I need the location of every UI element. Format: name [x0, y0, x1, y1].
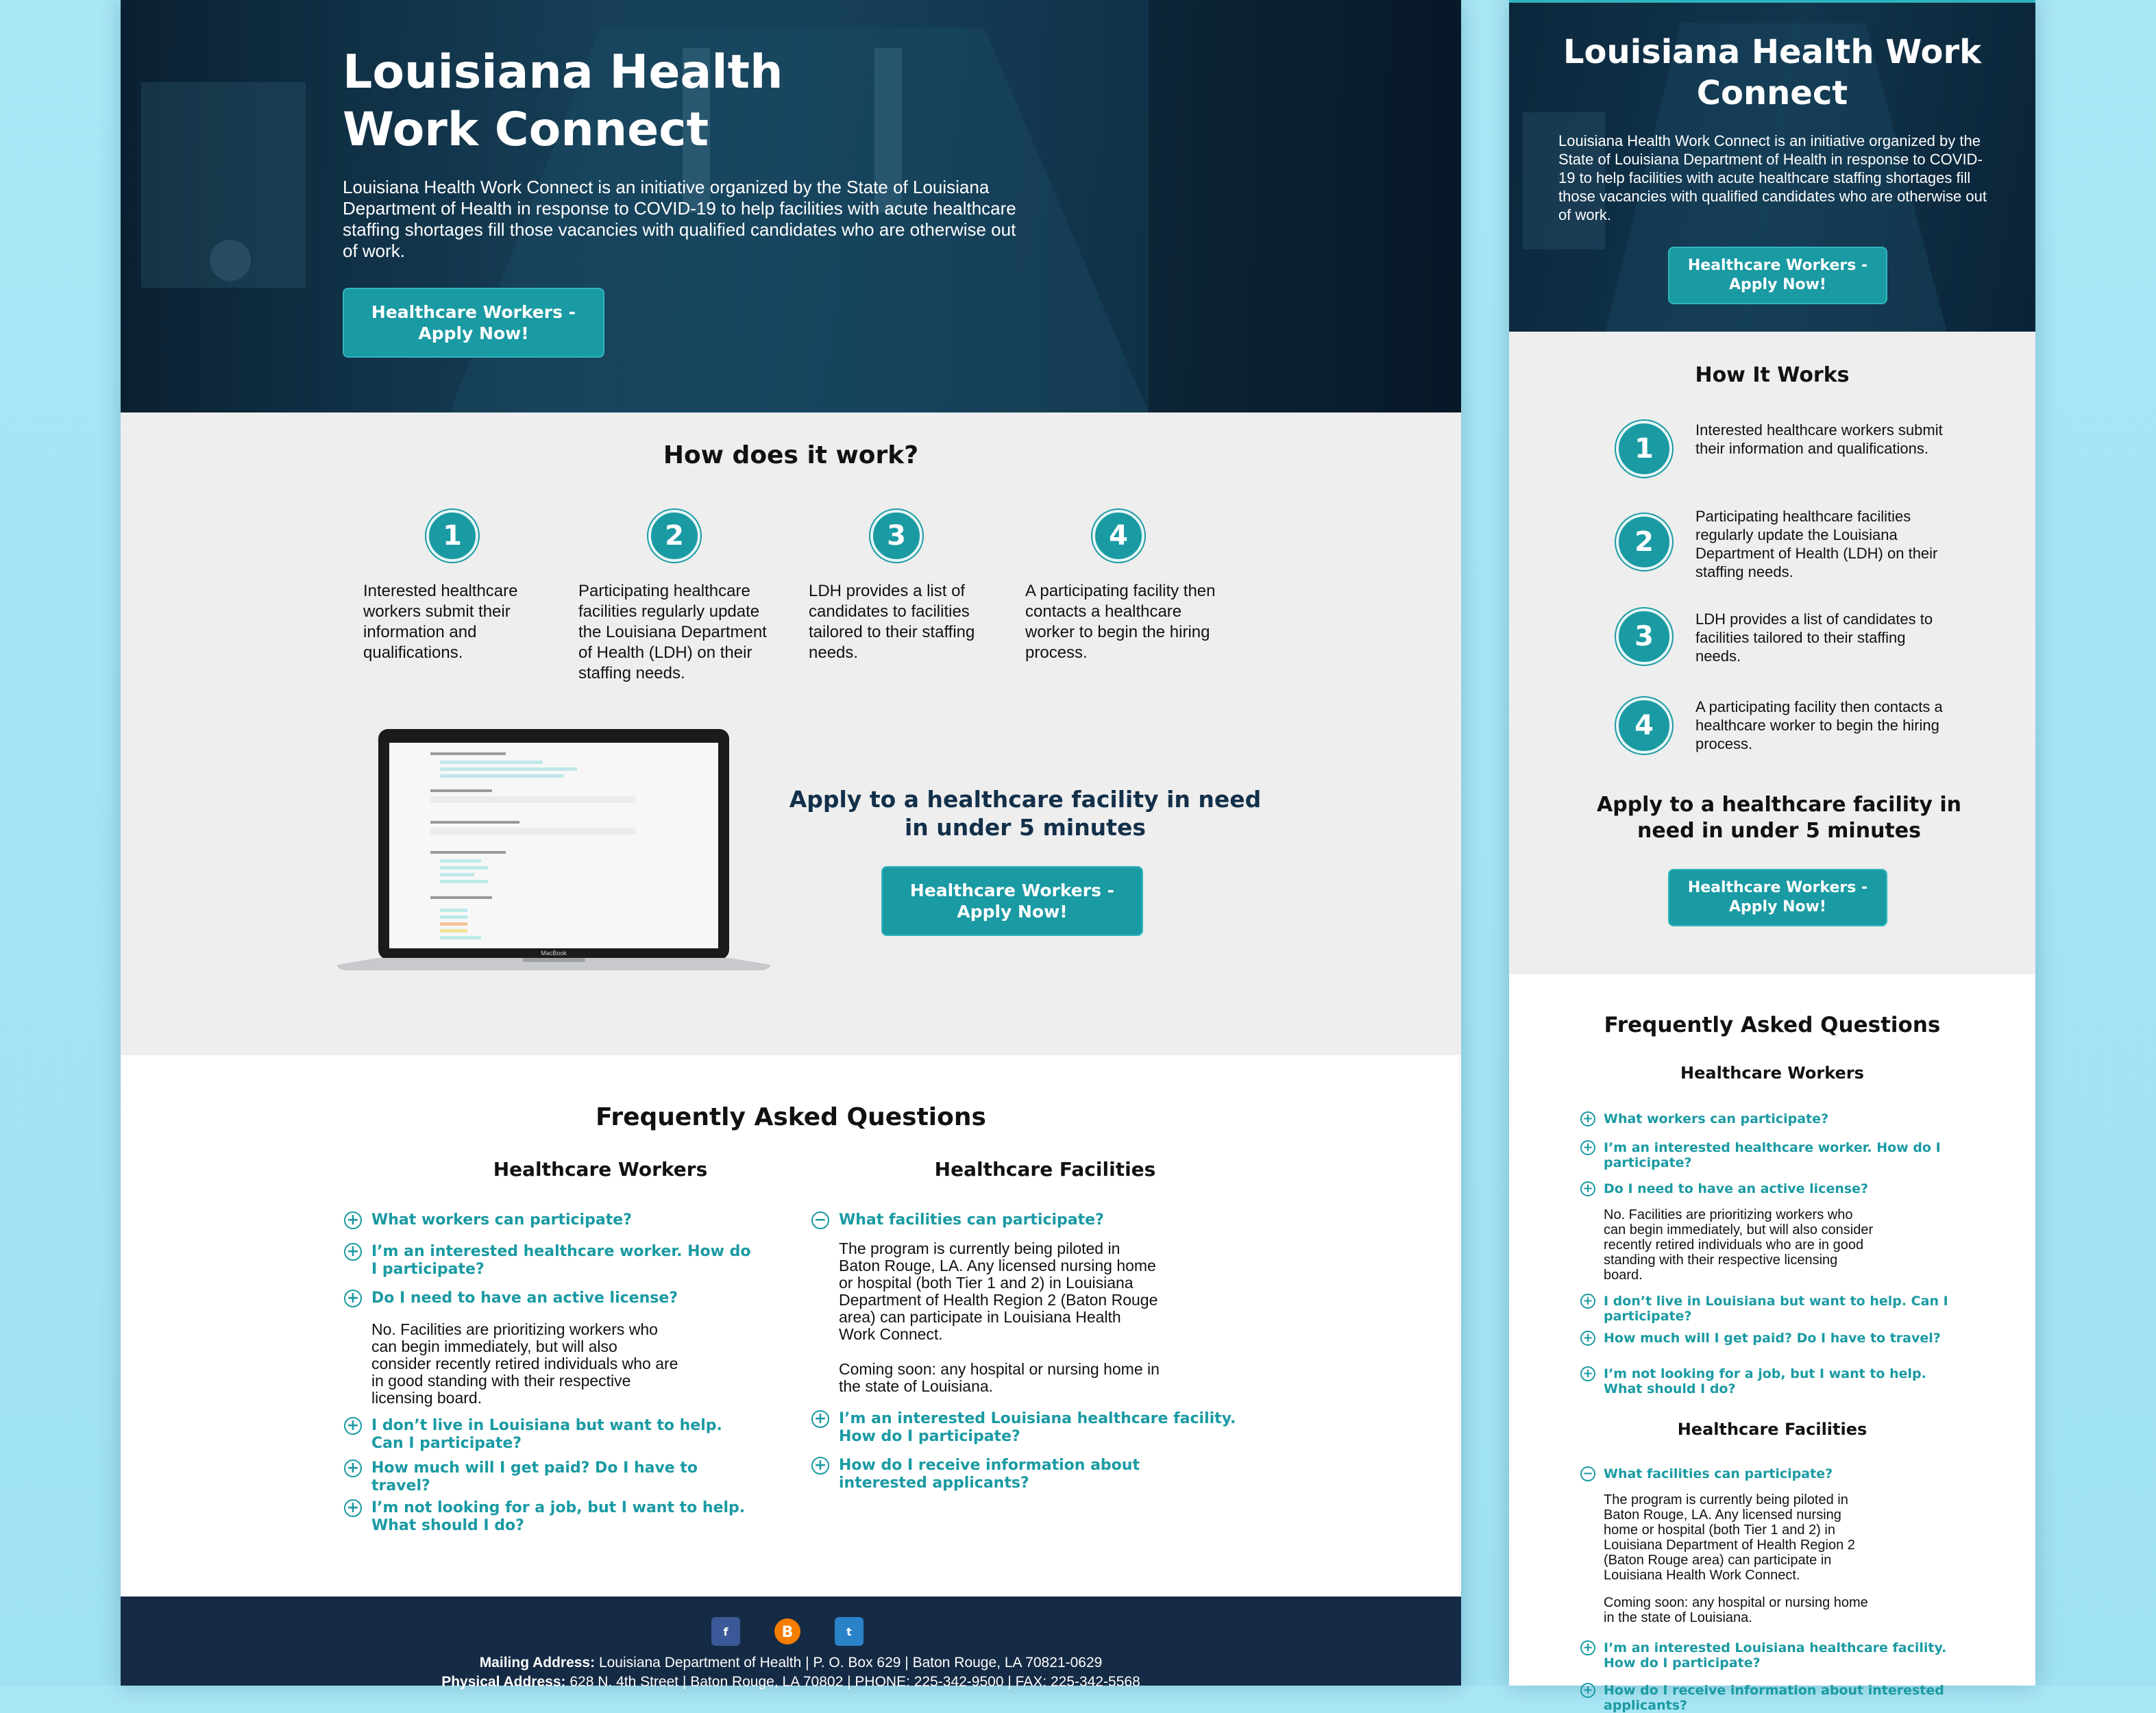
- mobile-step-3-text: LDH provides a list of candidates to facilities tailored to their staffing needs.: [1695, 611, 1933, 665]
- mobile-faq-answer: The program is currently being piloted in Baton Rouge, LA. Any licensed nursing home or hospital (both Tier 1 and 2) in Louisiana Department of Health Region 2 (Baton Rouge area) can participate in Louisiana Health Work Connect.: [1604, 1492, 1855, 1583]
- faq-workers-q3[interactable]: [344, 1290, 755, 1307]
- faq-workers-q1[interactable]: [344, 1211, 755, 1229]
- how-it-works-section: [121, 412, 1461, 1055]
- plus-circle-icon: +: [811, 1457, 829, 1475]
- faq-workers-q6[interactable]: [344, 1499, 755, 1535]
- mailing-label: Mailing Address:: [479, 1655, 596, 1671]
- plus-circle-icon: +: [1580, 1366, 1595, 1381]
- mobile-how-it-works-section: [1509, 332, 2035, 974]
- apply-heading: Apply to a healthcare facility in need in under 5 minutes: [789, 786, 1262, 841]
- hero-section: [121, 0, 1461, 412]
- plus-circle-icon: +: [1580, 1683, 1595, 1698]
- physical-label: Physical Address:: [441, 1674, 566, 1690]
- mobile-faq-facilities-q3[interactable]: [1580, 1683, 1964, 1713]
- faq-question: I’m an interested healthcare worker. How do I participate?: [371, 1243, 751, 1278]
- plus-circle-icon: +: [344, 1243, 362, 1261]
- faq-question: I’m an interested Louisiana healthcare facility. How do I participate?: [839, 1410, 1236, 1445]
- mailing-address: [121, 1654, 1461, 1672]
- physical-value: 628 N. 4th Street | Baton Rouge, LA 70802 | PHONE: 225-342-9500 | FAX: 225-342-5568: [569, 1674, 1140, 1690]
- how-title: How does it work?: [663, 441, 919, 469]
- plus-circle-icon: +: [1580, 1111, 1595, 1126]
- faq-question: How do I receive information about interested applicants?: [839, 1457, 1140, 1492]
- faq-question: What workers can participate?: [1604, 1111, 1829, 1126]
- plus-circle-icon: +: [344, 1499, 362, 1517]
- faq-question: I don’t live in Louisiana but want to help. Can I participate?: [1604, 1294, 1948, 1324]
- faq-question: I’m an interested healthcare worker. How do I participate?: [1604, 1140, 1941, 1170]
- mobile-step-4-text: A participating facility then contacts a healthcare worker to begin the hiring process.: [1695, 698, 1943, 752]
- plus-circle-icon: +: [344, 1211, 362, 1229]
- faq-question: How do I receive information about interested applicants?: [1604, 1683, 1944, 1713]
- desktop-mockup: [121, 0, 1461, 1690]
- step-4-text: A participating facility then contacts a healthcare worker to begin the hiring process.: [1025, 582, 1216, 662]
- footer: [121, 1597, 1461, 1690]
- faq-answer: No. Facilities are prioritizing workers who can begin immediately, but will also consider recently retired individuals who are in good standing with their respective licensing board.: [371, 1320, 678, 1407]
- mobile-faq-workers-heading: Healthcare Workers: [1680, 1063, 1864, 1083]
- mobile-apply-now-button-2[interactable]: Healthcare Workers - Apply Now!: [1668, 869, 1887, 926]
- faq-question: I’m not looking for a job, but I want to help. What should I do?: [371, 1499, 746, 1534]
- plus-circle-icon: +: [1580, 1640, 1595, 1655]
- faq-question: Do I need to have an active license?: [1604, 1181, 1869, 1196]
- faq-question: What workers can participate?: [371, 1211, 632, 1229]
- faq-section: [121, 1055, 1461, 1597]
- laptop-brand: MacBook: [541, 950, 567, 957]
- plus-circle-icon: +: [344, 1459, 362, 1477]
- faq-facilities-q2[interactable]: [811, 1410, 1250, 1446]
- faq-question: How much will I get paid? Do I have to travel?: [371, 1459, 698, 1494]
- plus-circle-icon: +: [1580, 1181, 1595, 1196]
- plus-circle-icon: +: [344, 1417, 362, 1435]
- mobile-apply-now-button[interactable]: Healthcare Workers - Apply Now!: [1668, 247, 1887, 304]
- laptop-illustration: [337, 728, 776, 978]
- plus-circle-icon: +: [1580, 1331, 1595, 1346]
- mobile-faq-title: Frequently Asked Questions: [1604, 1013, 1941, 1037]
- faq-question: Do I need to have an active license?: [371, 1290, 678, 1307]
- faq-answer-note: Coming soon: any hospital or nursing home in the state of Louisiana.: [839, 1360, 1160, 1395]
- mobile-faq-answer-note: Coming soon: any hospital or nursing home in the state of Louisiana.: [1604, 1595, 1868, 1625]
- mobile-intro-text: Louisiana Health Work Connect is an initiative organized by the State of Louisiana Department of Health in response to COVID-19 to help facilities with acute healthcare staffing shortages fill those vacancies with qualified candidates who are otherwise out of work.: [1558, 132, 1987, 223]
- mobile-faq-workers-q2[interactable]: [1580, 1140, 1964, 1170]
- minus-circle-icon: −: [1580, 1466, 1595, 1481]
- faq-facilities-heading: Healthcare Facilities: [934, 1158, 1156, 1181]
- blogger-icon[interactable]: [773, 1617, 802, 1646]
- plus-circle-icon: +: [811, 1410, 829, 1428]
- intro-text: Louisiana Health Work Connect is an initiative organized by the State of Louisiana Department of Health in response to COVID-19 to help facilities with acute healthcare staffing shortages fill those vacancies with qualified candidates who are otherwise out of work.: [343, 177, 1016, 261]
- step-3-number: 3: [870, 510, 922, 562]
- mobile-faq-facilities-q2[interactable]: [1580, 1640, 1964, 1671]
- step-1-text: Interested healthcare workers submit their information and qualifications.: [363, 582, 518, 662]
- faq-question: What facilities can participate?: [1604, 1466, 1833, 1481]
- faq-question: I’m not looking for a job, but I want to help. What should I do?: [1604, 1366, 1926, 1396]
- mobile-step-3-number: 3: [1616, 608, 1672, 665]
- step-4-number: 4: [1092, 510, 1144, 562]
- faq-workers-q5[interactable]: [344, 1459, 755, 1495]
- step-2-text: Participating healthcare facilities regularly update the Louisiana Department of Health (LDH) on their staffing needs.: [578, 582, 767, 682]
- faq-answer: The program is currently being piloted in Baton Rouge, LA. Any licensed nursing home or hospital (both Tier 1 and 2) in Louisiana Department of Health Region 2 (Baton Rouge area) can participate in Louisiana Health Work Connect.: [839, 1240, 1158, 1343]
- step-3-text: LDH provides a list of candidates to facilities tailored to their staffing needs.: [809, 582, 975, 662]
- mobile-how-title: How It Works: [1695, 363, 1850, 387]
- plus-circle-icon: +: [1580, 1140, 1595, 1155]
- faq-question: I’m an interested Louisiana healthcare facility. How do I participate?: [1604, 1640, 1947, 1671]
- mobile-faq-workers-q6[interactable]: [1580, 1366, 1964, 1396]
- faq-workers-q2[interactable]: [344, 1243, 755, 1279]
- mobile-step-1-number: 1: [1616, 421, 1672, 477]
- laptop-form-preview: [337, 728, 776, 978]
- mobile-step-2-text: Participating healthcare facilities regularly update the Louisiana Department of Health (LDH) on their staffing needs.: [1695, 508, 1938, 580]
- mobile-faq-workers-q5[interactable]: [1580, 1331, 1964, 1346]
- step-2-number: 2: [648, 510, 700, 562]
- mobile-step-2-number: 2: [1616, 514, 1672, 570]
- mobile-step-1-text: Interested healthcare workers submit their information and qualifications.: [1695, 421, 1943, 457]
- mobile-faq-workers-q3[interactable]: [1580, 1181, 1964, 1196]
- faq-title: Frequently Asked Questions: [596, 1103, 986, 1131]
- facebook-icon[interactable]: f: [711, 1617, 740, 1646]
- minus-circle-icon: −: [811, 1211, 829, 1229]
- mobile-faq-facilities-q1[interactable]: [1580, 1466, 1964, 1481]
- step-1-number: 1: [426, 510, 478, 562]
- physical-address: [121, 1673, 1461, 1691]
- twitter-icon[interactable]: t: [835, 1617, 863, 1646]
- faq-workers-q4[interactable]: [344, 1417, 755, 1453]
- mobile-faq-facilities-heading: Healthcare Facilities: [1677, 1420, 1867, 1439]
- plus-circle-icon: +: [344, 1290, 362, 1307]
- faq-workers-heading: Healthcare Workers: [493, 1158, 708, 1181]
- faq-question: What facilities can participate?: [839, 1211, 1104, 1229]
- mobile-page-title: Louisiana Health Work Connect: [1563, 33, 1982, 112]
- mobile-faq-answer: No. Facilities are prioritizing workers who can begin immediately, but will also consider recently retired individuals who are in good standing with their respective licensing board.: [1604, 1207, 1874, 1283]
- faq-facilities-q1[interactable]: [811, 1211, 1250, 1229]
- mobile-step-4-number: 4: [1616, 698, 1672, 754]
- faq-question: How much will I get paid? Do I have to travel?: [1604, 1331, 1941, 1346]
- mobile-faq-workers-q1[interactable]: [1580, 1111, 1964, 1126]
- mobile-faq-workers-q4[interactable]: [1580, 1294, 1964, 1324]
- faq-question: I don’t live in Louisiana but want to help. Can I participate?: [371, 1417, 722, 1452]
- page-title: Louisiana Health Work Connect: [343, 45, 783, 157]
- mobile-mockup: [1509, 0, 2035, 1713]
- mobile-hero-section: [1509, 0, 2035, 332]
- apply-now-button-2[interactable]: Healthcare Workers - Apply Now!: [881, 866, 1143, 936]
- plus-circle-icon: +: [1580, 1294, 1595, 1309]
- apply-now-button[interactable]: Healthcare Workers - Apply Now!: [343, 288, 604, 358]
- svg-text:B: B: [781, 1624, 794, 1641]
- mobile-apply-heading: Apply to a healthcare facility in need in under 5 minutes: [1597, 793, 1961, 843]
- faq-facilities-q3[interactable]: [811, 1457, 1154, 1492]
- mailing-value: Louisiana Department of Health | P. O. Box 629 | Baton Rouge, LA 70821-0629: [598, 1655, 1103, 1671]
